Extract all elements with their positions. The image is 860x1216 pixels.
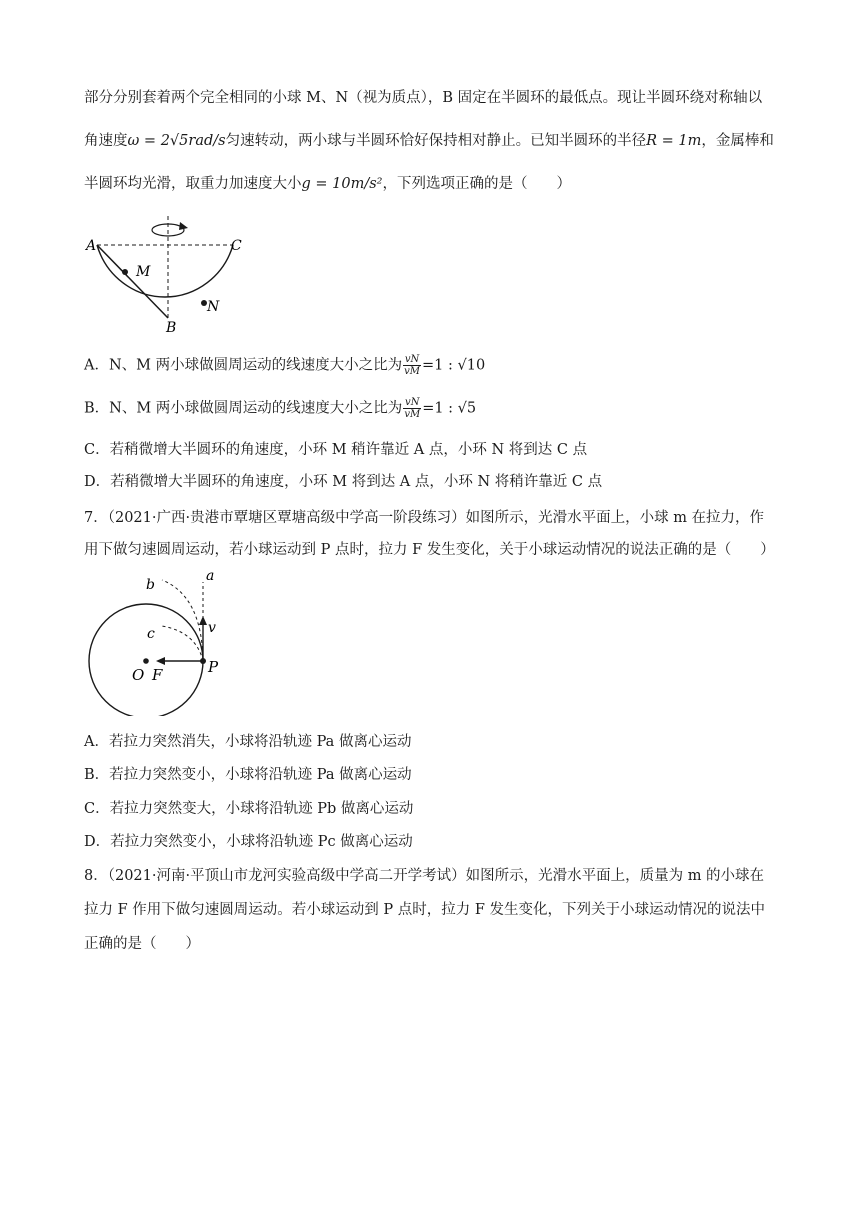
q6-option-b-prefix: B．N、M 两小球做圆周运动的线速度大小之比为	[84, 400, 403, 417]
q8-text-line-1: 8．（2021·河南·平顶山市龙河实验高级中学高二开学考试）如图所示，光滑水平面上，质量为 m 的小球在	[84, 868, 765, 884]
trajectory-c	[162, 626, 203, 661]
q6-text-line-2-a: 角速度	[84, 133, 128, 149]
q7-text-line-1: 7．（2021·广西·贵港市覃塘区覃塘高级中学高一阶段练习）如图所示，光滑水平面上，小球 m 在拉力，作	[84, 510, 765, 526]
q6-option-c: C．若稍微增大半圆环的角速度，小环 M 稍许靠近 A 点，小环 N 将到达 C 点	[84, 442, 588, 458]
ball-M	[122, 269, 128, 275]
q6-option-b-ratio: =1 : √5	[422, 400, 477, 417]
trajectory-b	[162, 580, 203, 661]
fraction-denominator: vM	[404, 366, 421, 377]
label-P: P	[208, 658, 219, 676]
q6-text-line-2-b: 匀速转动，两小球与半圆环恰好保持相对静止。已知半圆环的半径	[225, 133, 647, 149]
q7-circle-figure	[84, 566, 234, 716]
rotation-arrowhead-icon	[179, 222, 188, 230]
label-c: c	[147, 626, 155, 642]
label-b: b	[146, 577, 155, 593]
label-a: a	[206, 568, 215, 584]
point-P	[200, 658, 206, 664]
fraction-numerator: vN	[405, 397, 420, 408]
label-F: F	[152, 666, 163, 684]
q6-text-line-3-b: ，下列选项正确的是（ ）	[382, 176, 571, 192]
q6-omega-expr: ω = 2√5rad/s	[127, 133, 226, 149]
label-A: A	[86, 238, 97, 254]
force-arrowhead-icon	[156, 657, 165, 665]
q6-option-a-prefix: A．N、M 两小球做圆周运动的线速度大小之比为	[84, 357, 403, 374]
q6-text-line-3-a: 半圆环均光滑，取重力加速度大小	[84, 176, 302, 192]
velocity-arrowhead-icon	[199, 616, 207, 625]
label-B: B	[166, 320, 177, 336]
q6-option-d: D．若稍微增大半圆环的角速度，小环 M 将到达 A 点，小环 N 将稍许靠近 C 点	[84, 474, 603, 490]
fraction-numerator: vN	[404, 354, 420, 365]
velocity-ratio-fraction	[403, 354, 421, 377]
q6-radius-expr: R = 1m	[646, 133, 702, 149]
q8-text-line-2: 拉力 F 作用下做匀速圆周运动。若小球运动到 P 点时，拉力 F 发生变化，下列关于小球运动情况的说法中	[84, 902, 766, 918]
q6-semicircle-figure	[80, 214, 250, 336]
label-v: v	[208, 620, 216, 636]
q7-option-a: A．若拉力突然消失，小球将沿轨迹 Pa 做离心运动	[84, 734, 412, 750]
semicircle-ring	[97, 245, 233, 297]
q6-option-b	[84, 397, 784, 420]
q6-option-a-ratio: =1 : √10	[422, 357, 486, 374]
q6-gravity-expr: g = 10m/s²	[301, 176, 383, 192]
q7-option-b: B．若拉力突然变小，小球将沿轨迹 Pa 做离心运动	[84, 767, 412, 783]
label-M: M	[136, 264, 151, 280]
center-point-O	[143, 658, 149, 664]
velocity-ratio-fraction	[403, 397, 421, 420]
label-O: O	[132, 666, 145, 684]
fraction-denominator: vM	[404, 409, 421, 420]
q7-option-d: D．若拉力突然变小，小球将沿轨迹 Pc 做离心运动	[84, 834, 413, 850]
label-C: C	[231, 238, 242, 254]
q8-text-line-3: 正确的是（ ）	[84, 936, 200, 952]
q6-text-line-2	[84, 131, 784, 151]
q7-text-line-2: 用下做匀速圆周运动，若小球运动到 P 点时，拉力 F 发生变化，关于小球运动情况的说法正确的是（ ）	[84, 542, 775, 558]
rod-AB	[97, 245, 168, 318]
q6-text-line-1: 部分分别套着两个完全相同的小球 M、N（视为质点），B 固定在半圆环的最低点。现让半圆环绕对称轴以	[84, 90, 763, 106]
q6-text-line-3	[84, 174, 784, 194]
label-N: N	[207, 299, 220, 315]
q6-text-line-2-c: ，金属棒和	[701, 133, 774, 149]
q7-option-c: C．若拉力突然变大，小球将沿轨迹 Pb 做离心运动	[84, 801, 414, 817]
q6-option-a	[84, 354, 784, 377]
